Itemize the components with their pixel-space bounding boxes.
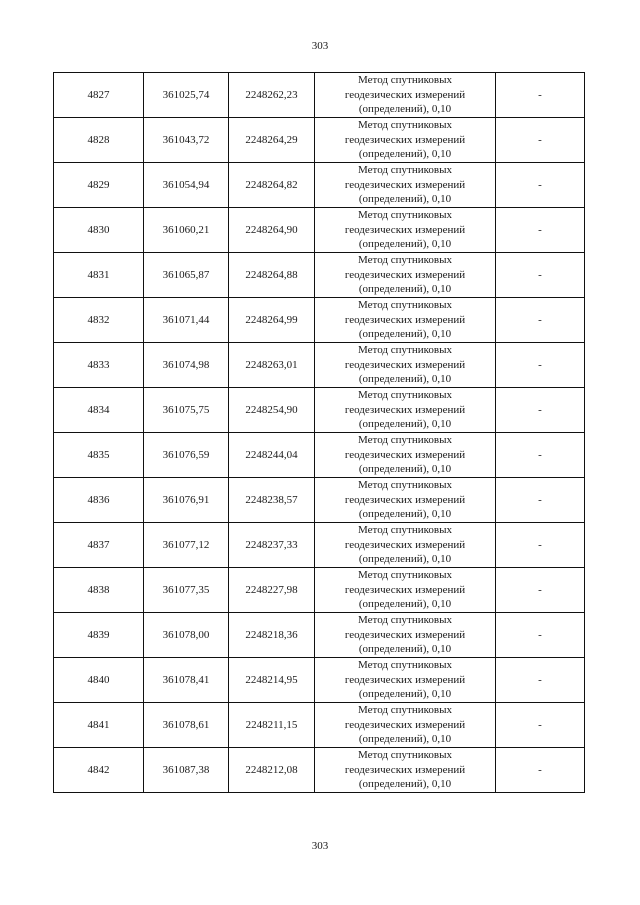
table-row [54,298,585,343]
point-number-cell: 4837 [54,523,144,568]
page-number-bottom: 303 [311,840,329,852]
point-number-cell: 4831 [54,253,144,298]
table-row [54,73,585,118]
y-coordinate-cell: 2248211,15 [229,703,315,748]
table-row [54,208,585,253]
y-coordinate-cell: 2248227,98 [229,568,315,613]
note-cell: - [496,253,585,298]
note-cell: - [496,613,585,658]
method-cell: Метод спутниковых геодезических измерений (определений), 0,10 [315,388,496,433]
y-coordinate-cell: 2248218,36 [229,613,315,658]
x-coordinate-cell: 361077,35 [144,568,229,613]
x-coordinate-cell: 361076,59 [144,433,229,478]
y-coordinate-cell: 2248214,95 [229,658,315,703]
table-row [54,433,585,478]
page-number-top: 303 [311,40,329,52]
x-coordinate-cell: 361078,00 [144,613,229,658]
method-cell: Метод спутниковых геодезических измерений (определений), 0,10 [315,118,496,163]
y-coordinate-cell: 2248264,29 [229,118,315,163]
table-row [54,703,585,748]
y-coordinate-cell: 2248212,08 [229,748,315,793]
point-number-cell: 4827 [54,73,144,118]
note-cell: - [496,73,585,118]
method-cell: Метод спутниковых геодезических измерений (определений), 0,10 [315,613,496,658]
note-cell: - [496,298,585,343]
x-coordinate-cell: 361087,38 [144,748,229,793]
note-cell: - [496,748,585,793]
point-number-cell: 4828 [54,118,144,163]
table-row [54,748,585,793]
method-cell: Метод спутниковых геодезических измерений (определений), 0,10 [315,298,496,343]
point-number-cell: 4836 [54,478,144,523]
point-number-cell: 4838 [54,568,144,613]
table-row [54,343,585,388]
method-cell: Метод спутниковых геодезических измерений (определений), 0,10 [315,163,496,208]
y-coordinate-cell: 2248254,90 [229,388,315,433]
point-number-cell: 4832 [54,298,144,343]
point-number-cell: 4829 [54,163,144,208]
table-row [54,253,585,298]
y-coordinate-cell: 2248244,04 [229,433,315,478]
note-cell: - [496,343,585,388]
y-coordinate-cell: 2248264,90 [229,208,315,253]
method-cell: Метод спутниковых геодезических измерений (определений), 0,10 [315,478,496,523]
x-coordinate-cell: 361076,91 [144,478,229,523]
point-number-cell: 4830 [54,208,144,253]
point-number-cell: 4840 [54,658,144,703]
table-row [54,613,585,658]
note-cell: - [496,568,585,613]
note-cell: - [496,388,585,433]
y-coordinate-cell: 2248263,01 [229,343,315,388]
method-cell: Метод спутниковых геодезических измерений (определений), 0,10 [315,703,496,748]
note-cell: - [496,703,585,748]
x-coordinate-cell: 361025,74 [144,73,229,118]
note-cell: - [496,163,585,208]
table-row [54,478,585,523]
table-row [54,568,585,613]
y-coordinate-cell: 2248237,33 [229,523,315,568]
y-coordinate-cell: 2248264,88 [229,253,315,298]
point-number-cell: 4842 [54,748,144,793]
note-cell: - [496,523,585,568]
x-coordinate-cell: 361078,61 [144,703,229,748]
note-cell: - [496,208,585,253]
x-coordinate-cell: 361077,12 [144,523,229,568]
method-cell: Метод спутниковых геодезических измерений (определений), 0,10 [315,658,496,703]
method-cell: Метод спутниковых геодезических измерений (определений), 0,10 [315,73,496,118]
table-row [54,658,585,703]
table-body [54,73,585,793]
x-coordinate-cell: 361071,44 [144,298,229,343]
table-row [54,523,585,568]
note-cell: - [496,433,585,478]
y-coordinate-cell: 2248238,57 [229,478,315,523]
point-number-cell: 4833 [54,343,144,388]
method-cell: Метод спутниковых геодезических измерений (определений), 0,10 [315,748,496,793]
x-coordinate-cell: 361078,41 [144,658,229,703]
y-coordinate-cell: 2248264,99 [229,298,315,343]
table-row [54,163,585,208]
table-row [54,118,585,163]
method-cell: Метод спутниковых геодезических измерений (определений), 0,10 [315,568,496,613]
point-number-cell: 4839 [54,613,144,658]
method-cell: Метод спутниковых геодезических измерений (определений), 0,10 [315,523,496,568]
point-number-cell: 4834 [54,388,144,433]
note-cell: - [496,118,585,163]
table-row [54,388,585,433]
coordinates-table [53,72,585,793]
method-cell: Метод спутниковых геодезических измерений (определений), 0,10 [315,253,496,298]
x-coordinate-cell: 361075,75 [144,388,229,433]
x-coordinate-cell: 361065,87 [144,253,229,298]
method-cell: Метод спутниковых геодезических измерений (определений), 0,10 [315,433,496,478]
x-coordinate-cell: 361043,72 [144,118,229,163]
point-number-cell: 4835 [54,433,144,478]
x-coordinate-cell: 361060,21 [144,208,229,253]
y-coordinate-cell: 2248264,82 [229,163,315,208]
x-coordinate-cell: 361054,94 [144,163,229,208]
y-coordinate-cell: 2248262,23 [229,73,315,118]
method-cell: Метод спутниковых геодезических измерений (определений), 0,10 [315,208,496,253]
note-cell: - [496,478,585,523]
method-cell: Метод спутниковых геодезических измерений (определений), 0,10 [315,343,496,388]
x-coordinate-cell: 361074,98 [144,343,229,388]
note-cell: - [496,658,585,703]
point-number-cell: 4841 [54,703,144,748]
